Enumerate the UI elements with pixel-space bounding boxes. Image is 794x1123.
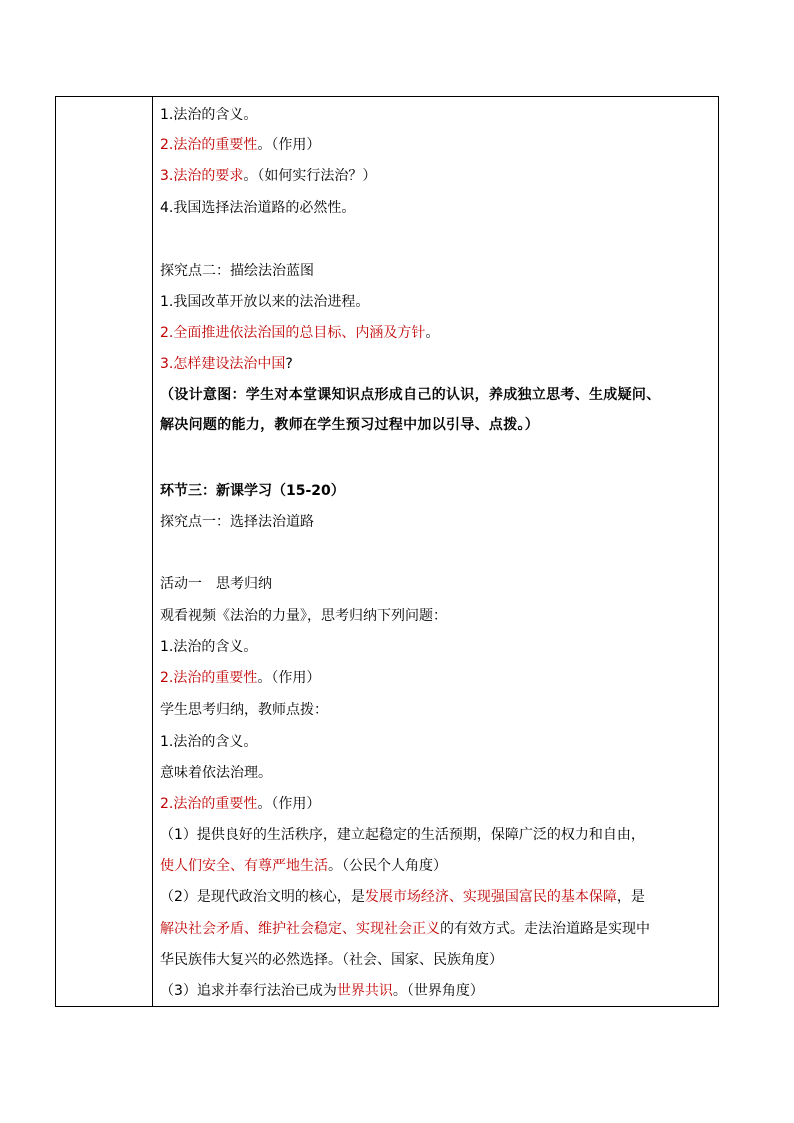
text-segment: 的有效方式。走法治道路是实现中 bbox=[440, 921, 650, 937]
text-segment: 。（作用） bbox=[257, 137, 321, 153]
text-segment: 使人们安全、有尊严地生活 bbox=[160, 858, 328, 874]
text-segment: 活动一 思考归纳 bbox=[160, 576, 272, 592]
text-segment: 全面推进依法治国的总目标、内涵及方针 bbox=[173, 325, 426, 341]
text-line bbox=[160, 135, 320, 155]
text-segment: 探究点一：选择法治道路 bbox=[160, 514, 314, 530]
text-line bbox=[160, 261, 314, 281]
text-line bbox=[160, 354, 293, 374]
text-segment: 解决问题的能力，教师在学生预习过程中加以引导、点拨。） bbox=[160, 417, 540, 433]
text-segment: 。（世界角度） bbox=[392, 983, 484, 999]
text-line bbox=[160, 700, 328, 720]
text-line bbox=[160, 166, 376, 186]
text-segment: 探究点二：描绘法治蓝图 bbox=[160, 263, 314, 279]
text-segment: ，是 bbox=[616, 889, 645, 905]
text-segment: ? bbox=[285, 356, 293, 372]
text-segment: （3）追求并奉行法治已成为 bbox=[160, 983, 337, 999]
lesson-table bbox=[55, 96, 719, 1007]
text-line bbox=[160, 763, 272, 783]
text-segment: （设计意图：学生对本堂课知识点形成自己的认识，养成独立思考、生成疑问、 bbox=[160, 387, 661, 403]
text-segment: （1）提供良好的生活秩序，建立起稳定的生活预期，保障广泛的权力和自由， bbox=[160, 827, 645, 843]
text-segment: 1.法治的含义。 bbox=[160, 734, 258, 750]
text-segment: 法治的重要性 bbox=[173, 670, 258, 686]
text-line bbox=[160, 637, 257, 657]
design-intent-line bbox=[160, 415, 539, 435]
text-line bbox=[160, 856, 447, 876]
left-empty-cell bbox=[56, 97, 152, 1006]
text-segment: 法治的重要性 bbox=[173, 796, 258, 812]
text-line bbox=[160, 825, 645, 845]
text-segment: 法治的重要性 bbox=[173, 137, 258, 153]
text-line bbox=[160, 732, 257, 752]
text-line bbox=[160, 794, 320, 814]
text-segment: 意味着依法治理。 bbox=[160, 765, 272, 781]
text-line bbox=[160, 323, 439, 343]
text-line bbox=[160, 668, 320, 688]
text-segment: 2. bbox=[160, 137, 174, 153]
text-segment: 。（作用） bbox=[257, 796, 321, 812]
text-line bbox=[160, 105, 257, 125]
text-segment: 解决社会矛盾、维护社会稳定、实现社会正义 bbox=[160, 921, 440, 937]
text-segment: 1.法治的含义。 bbox=[160, 107, 258, 123]
text-line bbox=[160, 887, 645, 907]
section-heading bbox=[160, 481, 345, 501]
text-line bbox=[160, 606, 447, 626]
text-line bbox=[160, 198, 355, 218]
text-segment: 2. bbox=[160, 796, 174, 812]
text-segment: 法治的要求 bbox=[173, 168, 244, 184]
text-segment: 3. bbox=[160, 168, 174, 184]
text-segment: 4.我国选择法治道路的必然性。 bbox=[160, 200, 356, 216]
text-line bbox=[160, 574, 272, 594]
text-line bbox=[160, 512, 314, 532]
text-line bbox=[160, 950, 503, 970]
column-divider bbox=[152, 97, 153, 1006]
text-segment: 。 bbox=[425, 325, 440, 341]
text-line bbox=[160, 981, 484, 1001]
text-line bbox=[160, 292, 369, 312]
text-segment: （2）是现代政治文明的核心，是 bbox=[160, 889, 365, 905]
text-segment: 1.我国改革开放以来的法治进程。 bbox=[160, 294, 370, 310]
text-segment: 环节三：新课学习（15-20） bbox=[160, 483, 345, 499]
text-segment: 。（公民个人角度） bbox=[328, 858, 447, 874]
text-segment: 2. bbox=[160, 670, 174, 686]
text-segment: 华民族伟大复兴的必然选择。（社会、国家、民族角度） bbox=[160, 952, 503, 968]
text-segment: 学生思考归纳，教师点拨： bbox=[160, 702, 328, 718]
text-segment: 2. bbox=[160, 325, 174, 341]
text-segment: 发展市场经济、实现强国富民的基本保障 bbox=[364, 889, 617, 905]
text-segment: 1.法治的含义。 bbox=[160, 639, 258, 655]
text-segment: 怎样建设法治中国 bbox=[173, 356, 286, 372]
design-intent-line bbox=[160, 385, 661, 405]
text-segment: 。（如何实行法治？） bbox=[243, 168, 377, 184]
text-segment: 。（作用） bbox=[257, 670, 321, 686]
text-segment: 观看视频《法治的力量》，思考归纳下列问题： bbox=[160, 608, 447, 624]
text-segment: 世界共识 bbox=[336, 983, 393, 999]
text-line bbox=[160, 919, 650, 939]
text-segment: 3. bbox=[160, 356, 174, 372]
